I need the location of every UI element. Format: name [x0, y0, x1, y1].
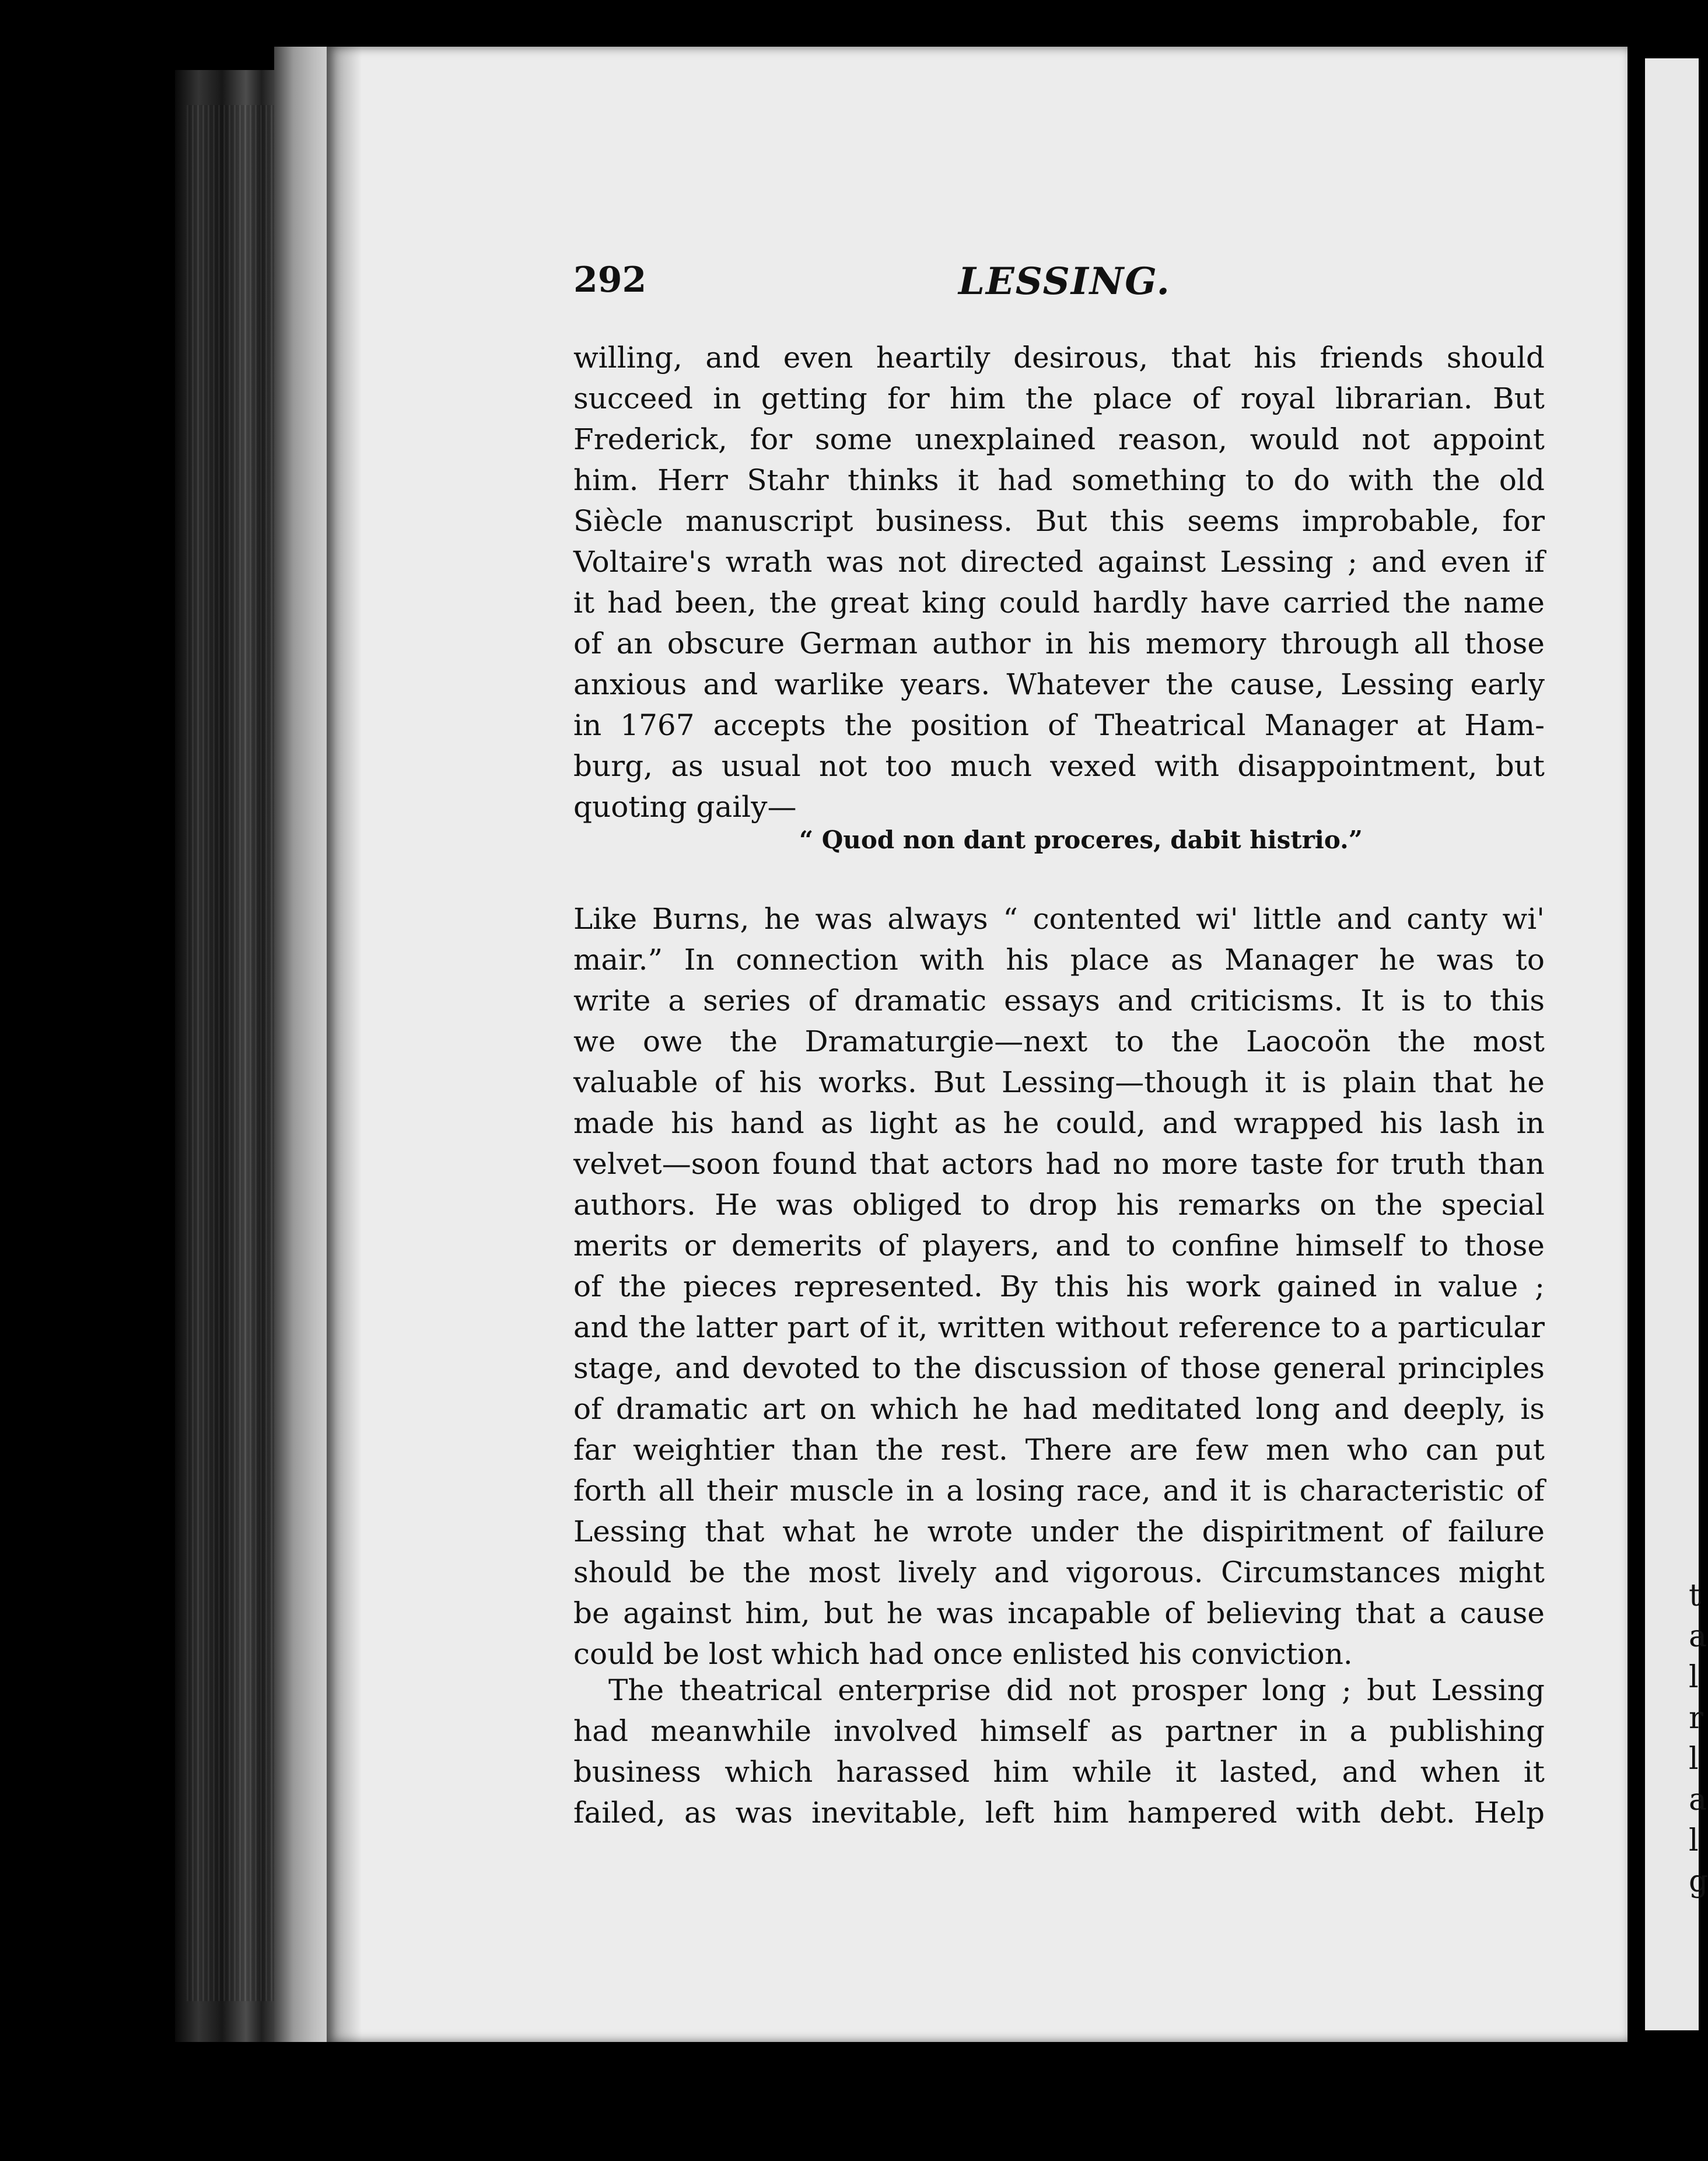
fragment: l	[1689, 1660, 1699, 1695]
text-line: of dramatic art on which he had meditated long and deeply, is	[573, 1392, 1545, 1426]
text-line: failed, as was inevitable, left him hampered with debt. Help	[573, 1796, 1545, 1830]
fragment: g	[1689, 1864, 1708, 1899]
text-line: it had been, the great king could hardly have carried the name	[573, 586, 1545, 620]
text-line: of an obscure German author in his memory through all those	[573, 627, 1545, 660]
page-header	[573, 260, 1171, 306]
fragment: t	[1689, 1578, 1701, 1613]
gutter-shadow	[327, 47, 362, 2042]
text-line: valuable of his works. But Lessing—though it is plain that he	[573, 1065, 1545, 1099]
text-line: burg, as usual not too much vexed with disappointment, but	[573, 749, 1545, 783]
paragraph-3	[573, 1670, 1545, 1833]
text-line: in 1767 accepts the position of Theatrical Manager at Ham-	[573, 708, 1545, 742]
text-line: authors. He was obliged to drop his remarks on the special	[573, 1188, 1545, 1222]
fragment: a	[1689, 1782, 1707, 1817]
text-line: be against him, but he was incapable of believing that a cause	[573, 1596, 1545, 1630]
text-line: mair.” In connection with his place as Manager he was to	[573, 943, 1545, 977]
text-line: should be the most lively and vigorous. Circumstances might	[573, 1555, 1545, 1589]
fragment: a	[1689, 1619, 1707, 1654]
text-line: quoting gaily—	[573, 790, 797, 824]
text-line: stage, and devoted to the discussion of those general principles	[573, 1351, 1545, 1385]
text-line: we owe the Dramaturgie—next to the Laocoön the most	[573, 1024, 1545, 1058]
text-line: made his hand as light as he could, and wrapped his lash in	[573, 1106, 1545, 1140]
text-line: Lessing that what he wrote under the dispiritment of failure	[573, 1515, 1545, 1548]
text-line: Siècle manuscript business. But this seems improbable, for	[573, 504, 1545, 538]
text-line: far weightier than the rest. There are few men who can put	[573, 1433, 1545, 1467]
paragraph-2	[573, 898, 1545, 1674]
latin-quotation: “ Quod non dant proceres, dabit histrio.”	[799, 826, 1363, 854]
text-line: merits or demerits of players, and to confine himself to those	[573, 1229, 1545, 1263]
text-line: him. Herr Stahr thinks it had something to do with the old	[573, 463, 1545, 497]
text-line: business which harassed him while it lasted, and when it	[573, 1755, 1545, 1789]
text-line: Like Burns, he was always “ contented wi' little and canty wi'	[573, 902, 1545, 936]
text-line: could be lost which had once enlisted his conviction.	[573, 1637, 1353, 1671]
adjacent-page-text	[1689, 1575, 1708, 1902]
fragment: l	[1689, 1742, 1699, 1777]
text-line: and the latter part of it, written without reference to a particular	[573, 1310, 1545, 1344]
text-line: forth all their muscle in a losing race, and it is characteristic of	[573, 1474, 1545, 1508]
text-line: succeed in getting for him the place of royal librarian. But	[573, 382, 1545, 415]
text-line: of the pieces represented. By this his work gained in value ;	[573, 1270, 1545, 1303]
text-line: willing, and even heartily desirous, that his friends should	[573, 341, 1545, 375]
fragment: r	[1689, 1701, 1703, 1736]
text-line: anxious and warlike years. Whatever the cause, Lessing early	[573, 667, 1545, 701]
text-line: had meanwhile involved himself as partner in a publishing	[573, 1714, 1545, 1748]
text-line: write a series of dramatic essays and criticisms. It is to this	[573, 984, 1545, 1017]
text-line: Voltaire's wrath was not directed against Lessing ; and even if	[573, 545, 1545, 579]
paragraph-1	[573, 337, 1545, 827]
fragment: l	[1689, 1823, 1699, 1858]
text-line: The theatrical enterprise did not prosper long ; but Lessing	[608, 1673, 1545, 1707]
text-line: Frederick, for some unexplained reason, would not appoint	[573, 422, 1545, 456]
text-line: velvet—soon found that actors had no more taste for truth than	[573, 1147, 1545, 1181]
page-number: 292	[573, 260, 647, 300]
running-head: LESSING.	[958, 260, 1171, 303]
